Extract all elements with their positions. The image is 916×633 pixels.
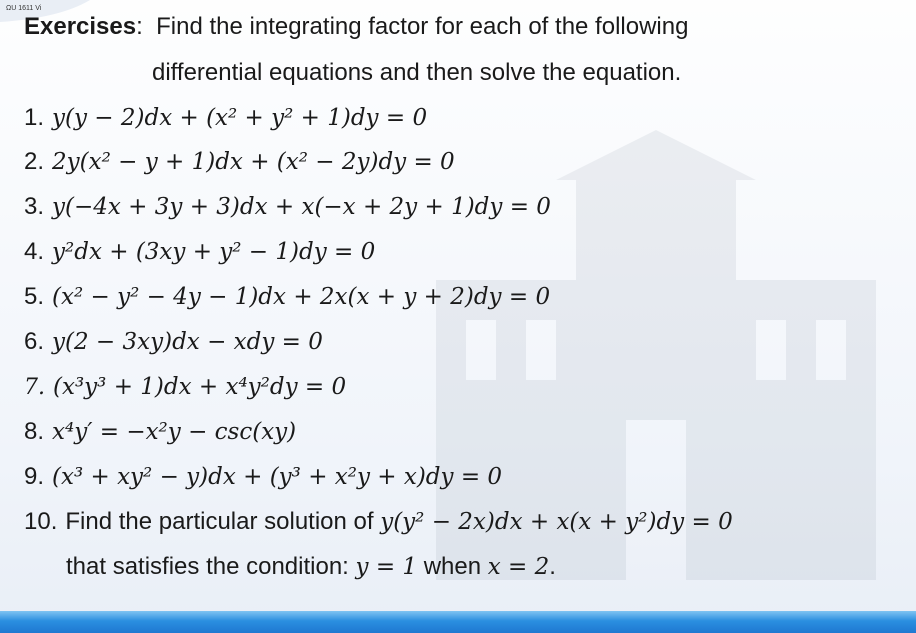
exercise-number: 3. xyxy=(24,193,45,220)
exercise-equation: y²dx + (3xy + y² − 1)dy = 0 xyxy=(52,239,376,265)
exercise-number: 2. xyxy=(24,148,45,175)
exercise-equation: y(y² − 2x)dx + x(x + y²)dy = 0 xyxy=(380,509,733,535)
exercise-equation: y(y − 2)dx + (x² + y² + 1)dy = 0 xyxy=(52,105,428,131)
exercise-equation: (x³y³ + 1)dx + x⁴y²dy = 0 xyxy=(53,374,347,400)
svg-text:ΩU 1611 Vi: ΩU 1611 Vi xyxy=(6,5,42,12)
condition-x: x = 2 xyxy=(487,554,550,580)
exercise-number: 6. xyxy=(24,328,45,355)
heading-line-2: differential equations and then solve the equation. xyxy=(152,59,682,86)
exercise-4 xyxy=(24,237,375,267)
exercise-equation: (x³ + xy² − y)dx + (y³ + x²y + x)dy = 0 xyxy=(52,464,503,490)
exercise-5 xyxy=(24,282,550,312)
exercise-6 xyxy=(24,327,323,357)
heading-line-1: Find the integrating factor for each of the following xyxy=(156,13,689,40)
condition-period: . xyxy=(549,553,556,580)
condition-text: that satisfies the condition: xyxy=(66,553,349,580)
exercise-10-condition xyxy=(66,552,556,582)
exercise-number: 4. xyxy=(24,238,45,265)
exercise-10-text: Find the particular solution of xyxy=(65,508,374,535)
exercise-9 xyxy=(24,462,502,492)
exercise-equation: 2y(x² − y + 1)dx + (x² − 2y)dy = 0 xyxy=(52,149,455,175)
exercises-colon: : xyxy=(136,13,143,40)
exercise-equation: y(2 − 3xy)dx − xdy = 0 xyxy=(52,329,323,355)
exercise-2 xyxy=(24,147,455,177)
exercise-number: 10. xyxy=(24,508,58,535)
exercise-8 xyxy=(24,417,296,447)
exercise-equation: (x² − y² − 4y − 1)dx + 2x(x + y + 2)dy = 0 xyxy=(52,284,551,310)
exercise-equation: x⁴y′ = −x²y − csc(xy) xyxy=(52,419,297,445)
exercise-number: 9. xyxy=(24,463,45,490)
exercise-number: 1. xyxy=(24,104,45,131)
exercise-3 xyxy=(24,192,551,222)
exercise-number: 7. xyxy=(24,375,45,400)
exercises-heading xyxy=(24,12,688,42)
exercise-number: 8. xyxy=(24,418,45,445)
exercises-label: Exercises xyxy=(24,13,137,40)
condition-y: y = 1 xyxy=(355,554,418,580)
exercise-number: 5. xyxy=(24,283,45,310)
condition-when: when xyxy=(423,553,482,580)
exercise-7 xyxy=(24,372,346,403)
bottom-accent-band xyxy=(0,611,916,633)
exercise-10 xyxy=(24,507,733,537)
exercise-equation: y(−4x + 3y + 3)dx + x(−x + 2y + 1)dy = 0 xyxy=(52,194,551,220)
exercise-1 xyxy=(24,103,427,133)
